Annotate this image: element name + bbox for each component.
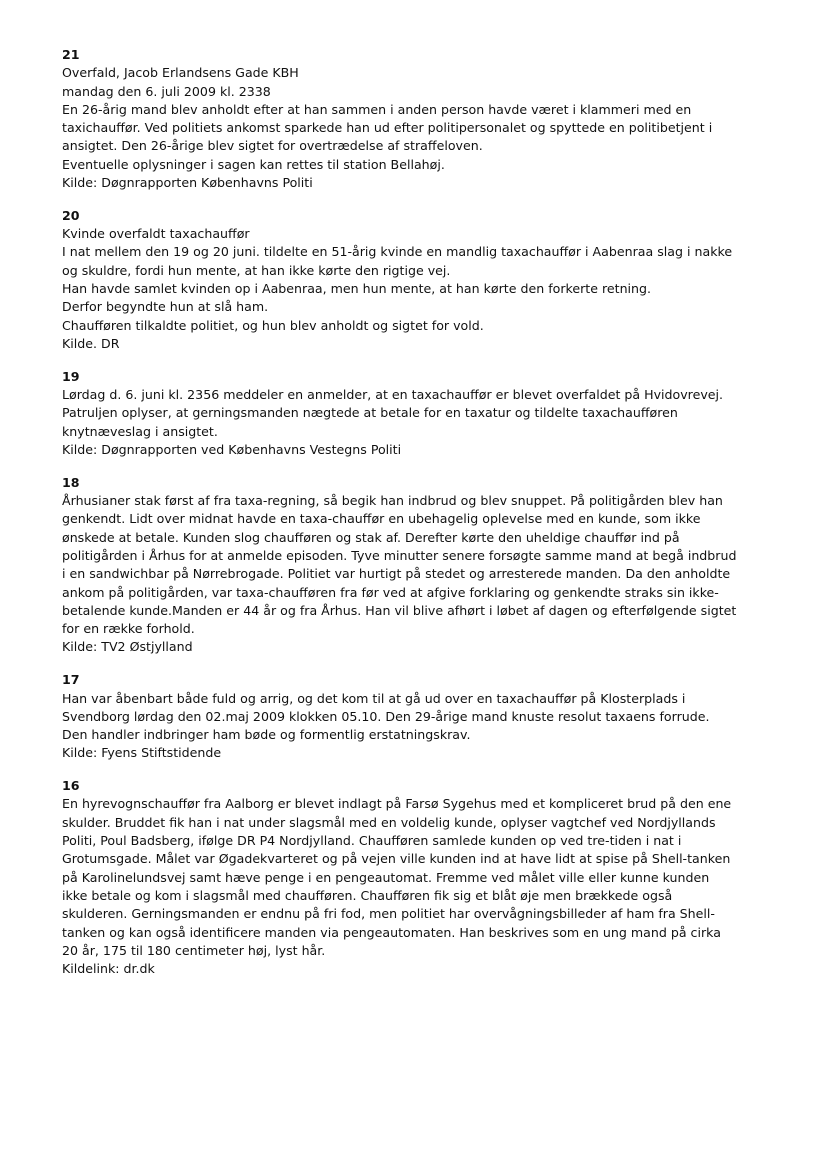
entry-text-line: taxichauffør. Ved politiets ankomst sparkede han ud efter politipersonalet og spyttede en politibetjent i xyxy=(62,120,713,136)
entry-text-line: Politi, Poul Badsberg, ifølge DR P4 Nordjylland. Chaufføren samlede kunden op ved tre-tiden i nat i xyxy=(62,833,682,849)
entry-text-line: i en sandwichbar på Nørrebrogade. Politiet var hurtigt på stedet og arresterede manden. Da den anholdte xyxy=(62,566,731,582)
entry-text-line: 20 år, 175 til 180 centimeter høj, lyst hår. xyxy=(62,942,326,958)
entry-date: mandag den 6. juli 2009 kl. 2338 xyxy=(62,83,271,99)
entry-source: Kildelink: dr.dk xyxy=(62,961,155,977)
entry-source: Kilde: TV2 Østjylland xyxy=(62,639,193,655)
entry-source: Kilde. DR xyxy=(62,335,120,351)
entry-text-line: Han var åbenbart både fuld og arrig, og det kom til at gå ud over en taxachauffør på Klosterplads i xyxy=(62,690,686,706)
entry-text-line: genkendt. Lidt over midnat havde en taxa-chauffør en ubehagelig oplevelse med en kunde, som ikke xyxy=(62,511,701,527)
entry-text-line: Derfor begyndte hun at slå ham. xyxy=(62,299,269,315)
entry-text-line: Chaufføren tilkaldte politiet, og hun blev anholdt og sigtet for vold. xyxy=(62,317,484,333)
entry-text-line: Svendborg lørdag den 02.maj 2009 klokken 05.10. Den 29-årige mand knuste resolut taxaens forrude. xyxy=(62,708,710,724)
entry-text-line: Århusianer stak først af fra taxa-regning, så begik han indbrud og blev snuppet. På politigården blev han xyxy=(62,493,723,509)
entry-text-line: og skuldre, fordi hun mente, at han ikke kørte den rigtige vej. xyxy=(62,262,451,278)
entry-text-line: ikke betale og kom i slagsmål med chaufføren. Chaufføren fik sig et blåt øje men brækkede også xyxy=(62,887,673,903)
entry-title: Kvinde overfaldt taxachauffør xyxy=(62,226,250,242)
entry-text-line: ansigtet. Den 26-årige blev sigtet for overtrædelse af straffeloven. xyxy=(62,138,483,154)
entry-text-line: for en række forhold. xyxy=(62,621,195,637)
entry-17 xyxy=(62,671,782,762)
entry-18 xyxy=(62,474,782,657)
entry-text-line: politigården i Århus for at anmelde episoden. Tyve minutter senere forsøgte samme mand at begå indbrud xyxy=(62,547,737,563)
entry-source: Kilde: Døgnrapporten Københavns Politi xyxy=(62,175,313,191)
entry-text-line: ønskede at betale. Kunden slog chaufføren og stak af. Derefter kørte den uheldige chauffør ind på xyxy=(62,529,680,545)
entry-number: 18 xyxy=(62,474,80,490)
entry-text-line: på Karolinelundsvej samt hæve penge i en pengeautomat. Fremme ved målet ville eller kunne kunden xyxy=(62,869,710,885)
entry-text-line: skulder. Bruddet fik han i nat under slagsmål med en voldelig kunde, oplyser vagtchef ved Nordjyllands xyxy=(62,814,716,830)
entry-text-line: En hyrevognschauffør fra Aalborg er blevet indlagt på Farsø Sygehus med et kompliceret brud på den ene xyxy=(62,796,732,812)
entry-number: 21 xyxy=(62,47,80,62)
entry-21 xyxy=(62,46,782,192)
entry-20 xyxy=(62,207,782,353)
entry-16 xyxy=(62,777,782,978)
entry-title: Overfald, Jacob Erlandsens Gade KBH xyxy=(62,65,299,81)
entry-text-line: tanken og kan også identificere manden via pengeautomaten. Han beskrives som en ung mand på cirka xyxy=(62,924,721,940)
entry-text-line: betalende kunde.Manden er 44 år og fra Århus. Han vil blive afhørt i løbet af dagen og efterfølgende sigtet xyxy=(62,602,737,618)
entry-text-line: I nat mellem den 19 og 20 juni. tildelte en 51-årig kvinde en mandlig taxachauffør i Aabenraa slag i nakke xyxy=(62,244,733,260)
entry-19 xyxy=(62,368,782,459)
entry-number: 17 xyxy=(62,672,80,688)
entry-text-line: En 26-årig mand blev anholdt efter at han sammen i anden person havde været i klammeri med en xyxy=(62,101,692,117)
entry-number: 16 xyxy=(62,778,80,794)
entry-text-line: Eventuelle oplysninger i sagen kan rettes til station Bellahøj. xyxy=(62,156,445,172)
entry-number: 20 xyxy=(62,207,80,223)
entry-text-line: Lørdag d. 6. juni kl. 2356 meddeler en anmelder, at en taxachauffør er blevet overfaldet på Hvidovrevej. xyxy=(62,387,724,403)
entry-source: Kilde: Fyens Stiftstidende xyxy=(62,745,222,761)
entry-text-line: Den handler indbringer ham bøde og formentlig erstatningskrav. xyxy=(62,727,471,743)
entry-text-line: Han havde samlet kvinden op i Aabenraa, men hun mente, at han kørte den forkerte retning. xyxy=(62,281,652,297)
entry-source: Kilde: Døgnrapporten ved Københavns Vestegns Politi xyxy=(62,441,402,457)
entry-text-line: Patruljen oplyser, at gerningsmanden nægtede at betale for en taxatur og tildelte taxachaufføren xyxy=(62,405,678,421)
entry-text-line: knytnæveslag i ansigtet. xyxy=(62,423,218,439)
entry-text-line: Grotumsgade. Målet var Øgadekvarteret og på vejen ville kunden ind at have lidt at spise på Shell-tanken xyxy=(62,851,731,867)
entry-number: 19 xyxy=(62,368,80,384)
entry-text-line: ankom på politigården, var taxa-chaufføren fra før ved at afgive forklaring og genkendte straks sin ikke- xyxy=(62,584,719,600)
entry-text-line: skulderen. Gerningsmanden er endnu på fri fod, men politiet har overvågningsbilleder af ham fra Shell- xyxy=(62,906,715,922)
document-page xyxy=(62,46,782,993)
